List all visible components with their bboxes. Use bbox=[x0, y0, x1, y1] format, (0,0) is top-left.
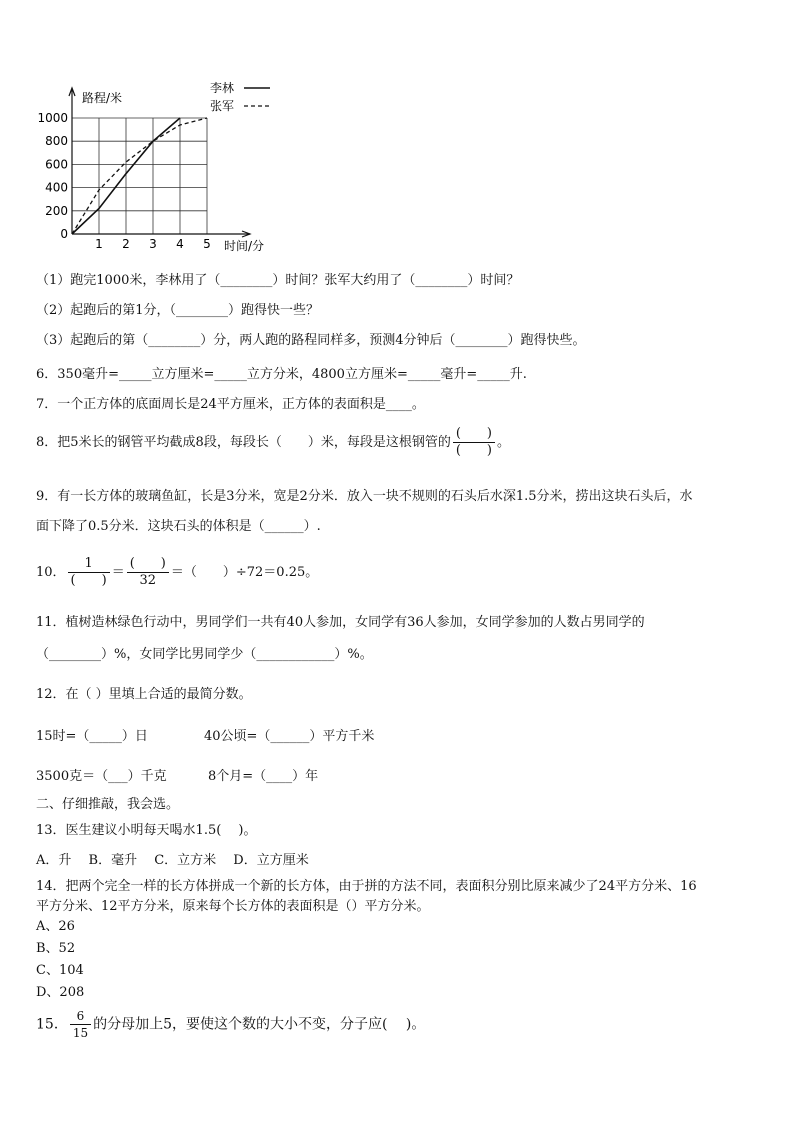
section-2-heading: 二、仔细推敲，我会选。 bbox=[36, 797, 180, 812]
q10-f2-denominator: 32 bbox=[139, 573, 157, 588]
question-5-2: （2）起跑后的第1分，（________）跑得快一些？ bbox=[36, 303, 320, 318]
question-5-1: （1）跑完1000米，李林用了（________）时间？张军大约用了（________）时间？ bbox=[36, 273, 520, 288]
q10-f1-denominator: ( ) bbox=[70, 573, 107, 588]
distance-time-chart bbox=[30, 80, 290, 260]
q8-numerator: ( ) bbox=[453, 426, 495, 443]
question-12-d: 8个月=（____）年 bbox=[208, 769, 319, 784]
y-tick-label-400: 400 bbox=[45, 180, 68, 195]
q10-fraction-2 bbox=[127, 556, 169, 589]
chart-grid bbox=[72, 118, 207, 234]
q15-numerator: 6 bbox=[70, 1008, 91, 1025]
question-7: 7．一个正方体的底面周长是24平方厘米，正方体的表面积是____。 bbox=[36, 397, 425, 412]
question-11-line1: 11．植树造林绿色行动中，男同学们一共有40人参加，女同学有36人参加，女同学参加的人数占男同学的 bbox=[36, 615, 645, 630]
question-6: 6．350毫升=_____立方厘米=_____立方分米，4800立方厘米=_____毫升=_____升. bbox=[36, 367, 527, 382]
question-9-line1: 9．有一长方体的玻璃鱼缸，长是3分米，宽是2分米．放入一块不规则的石头后水深1.5分米，捞出这块石头后，水 bbox=[36, 489, 693, 504]
question-14-option-d: D、208 bbox=[36, 985, 85, 1000]
question-14-line2: 平方分米、12平方分米，原来每个长方体的表面积是（）平方分米。 bbox=[36, 899, 430, 914]
q8-denominator: ( ) bbox=[455, 443, 492, 458]
q15-fraction bbox=[70, 1008, 91, 1041]
x-tick-label-1: 1 bbox=[95, 237, 103, 251]
question-8 bbox=[36, 426, 510, 459]
q10-f1-numerator: 1 bbox=[68, 556, 110, 573]
q8-fraction bbox=[453, 426, 495, 459]
question-9-line2: 面下降了0.5分米．这块石头的体积是（______）. bbox=[36, 519, 321, 534]
q10-f2-numerator: ( ) bbox=[127, 556, 169, 573]
question-14-line1: 14．把两个完全一样的长方体拼成一个新的长方体，由于拼的方法不同，表面积分别比原来减少了24平方分米、16 bbox=[36, 879, 697, 894]
x-tick-label-3: 3 bbox=[149, 237, 157, 251]
q8-text: 8．把5米长的钢管平均截成8段，每段长（ ）米，每段是这根钢管的 bbox=[36, 435, 451, 450]
question-5-3: （3）起跑后的第（________）分，两人跑的路程同样多，预测4分钟后（________）跑得快些。 bbox=[36, 333, 586, 348]
x-tick-label-2: 2 bbox=[122, 237, 130, 251]
y-tick-label-0: 0 bbox=[60, 227, 68, 241]
x-tick-label-5: 5 bbox=[203, 237, 211, 251]
q10-fraction-1 bbox=[68, 556, 110, 589]
y-tick-label-600: 600 bbox=[45, 157, 68, 172]
question-14-option-c: C、104 bbox=[36, 963, 84, 978]
q10-equals: ＝ bbox=[111, 565, 125, 580]
question-15 bbox=[36, 1008, 425, 1041]
question-12-c: 3500克＝（___）千克 bbox=[36, 769, 167, 784]
q15-denominator: 15 bbox=[72, 1026, 89, 1040]
series-line-1 bbox=[72, 118, 207, 234]
q8-end: 。 bbox=[496, 435, 510, 450]
question-10 bbox=[36, 556, 318, 589]
chart-ticks bbox=[37, 111, 210, 251]
q10-prefix: 10． bbox=[36, 565, 66, 580]
chart-legend bbox=[210, 80, 270, 113]
question-13-options: A．升 B．毫升 C．立方米 D．立方厘米 bbox=[36, 853, 309, 868]
q15-rest: 的分母加上5，要使这个数的大小不变，分子应( )。 bbox=[93, 1016, 426, 1033]
y-axis-label: 路程/米 bbox=[82, 91, 123, 105]
q15-prefix: 15． bbox=[36, 1016, 68, 1033]
question-12: 12．在（ ）里填上合适的最简分数。 bbox=[36, 687, 252, 702]
question-11-line2: （________）%，女同学比男同学少（____________）%。 bbox=[36, 647, 373, 662]
question-12-a: 15时=（_____）日 bbox=[36, 729, 148, 744]
y-tick-label-800: 800 bbox=[45, 134, 68, 149]
x-tick-label-4: 4 bbox=[176, 237, 184, 251]
q10-rest: ＝（ ）÷72＝0.25。 bbox=[170, 565, 319, 580]
y-tick-label-1000: 1000 bbox=[37, 111, 68, 125]
question-14-option-a: A、26 bbox=[36, 919, 75, 934]
chart-series bbox=[72, 118, 207, 234]
x-axis-label: 时间/分 bbox=[224, 239, 265, 253]
question-12-b: 40公顷=（______）平方千米 bbox=[204, 729, 375, 744]
legend-label-zhangjun: 张军 bbox=[210, 99, 235, 113]
legend-label-lilin: 李林 bbox=[210, 81, 235, 95]
question-14-option-b: B、52 bbox=[36, 941, 76, 956]
y-tick-label-200: 200 bbox=[45, 203, 68, 218]
question-13: 13．医生建议小明每天喝水1.5( )。 bbox=[36, 823, 257, 838]
